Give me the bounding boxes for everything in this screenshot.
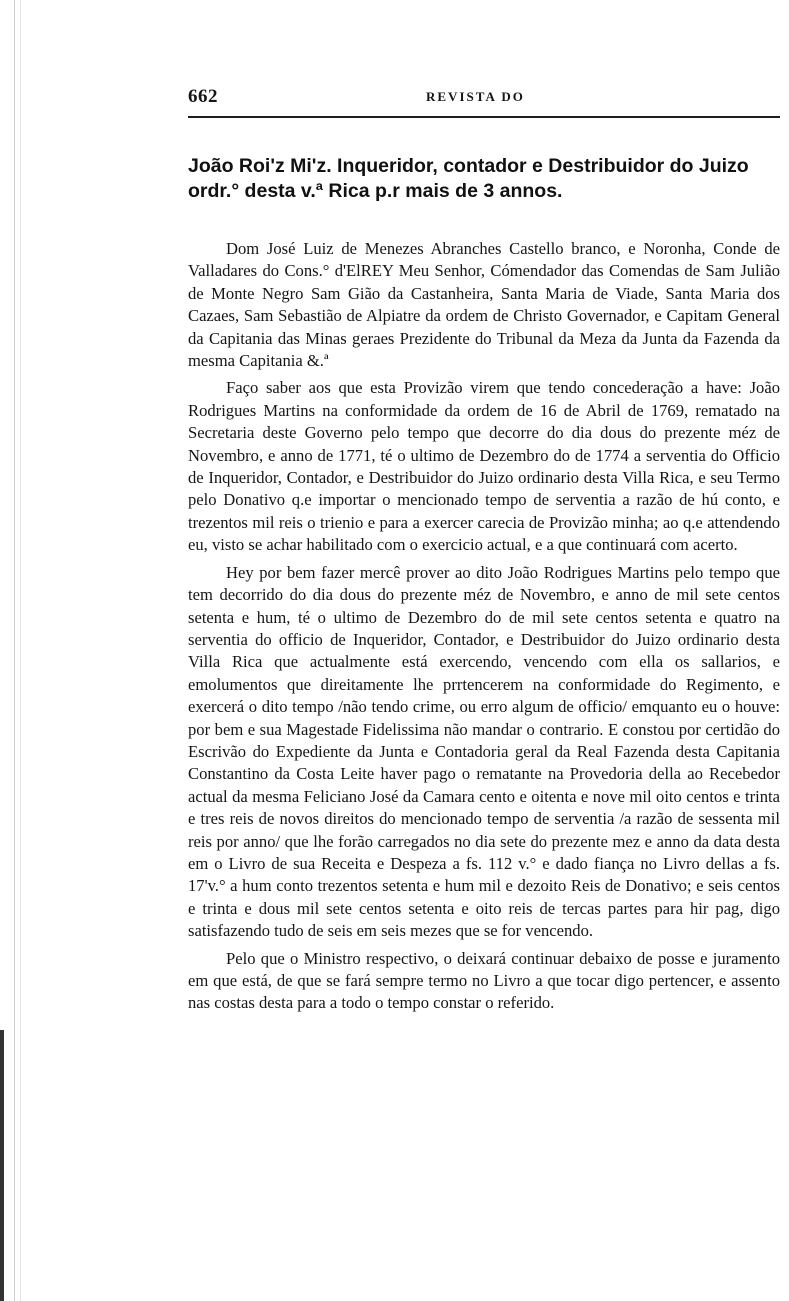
paragraph: Faço saber aos que esta Provizão virem que tendo concederação a have: João Rodrigues Martins na conformidade da ordem de 16 de Abril de 1769, rematado na Secretaria deste Governo pelo tempo que decorre do dia dous do prezente méz de Novembro, e anno de 1771, té o ultimo de Dezembro do de 1774 a serventia do Officio de Inqueridor, Contador, e Destribuidor do Juizo ordinario desta Villa Rica, e seu Termo pelo Donativo q.e importar o mencionado tempo de serventia a razão de hú conto, e trezentos mil reis o trienio e para a exercer carecia de Provizão minha; ao q.e attendendo eu, visto se achar habilitado com o exercicio actual, e a que continuará com acerto.	[188, 378, 780, 555]
running-title: REVISTA DO	[426, 89, 525, 104]
page-edge-line	[14, 0, 15, 1301]
paragraph: Dom José Luiz de Menezes Abranches Castello branco, e Noronha, Conde de Valladares do Cons.° d'ElREY Meu Senhor, Cómendador das Comendas de Sam Julião de Monte Negro Sam Gião da Castanheira, Santa Maria de Viade, Santa Maria dos Cazaes, Sam Sebastião de Alpiatre da ordem de Christo Governador, e Capitam General da Capitania das Minas geraes Prezidente do Tribunal da Meza da Junta da Fazenda da mesma Capitania &.ª	[188, 239, 780, 371]
document-page	[188, 86, 780, 1020]
running-header	[188, 86, 780, 118]
paragraph: Pelo que o Ministro respectivo, o deixará continuar debaixo de posse e juramento em que está, de que se fará sempre termo no Livro a que tocar digo pertencer, e assento nas costas desta para a todo o tempo constar o referido.	[188, 948, 780, 1013]
title-line-1: João Roi'z Mi'z. Inqueridor, contador e Destribuidor do Juizo	[188, 155, 749, 177]
title-line-2: ordr.° desta v.ª Rica p.r mais de 3 annos.	[188, 180, 563, 202]
document-body	[188, 238, 780, 1015]
page-edge-line	[20, 0, 21, 1301]
page-number: 662	[188, 86, 218, 107]
page-edge-shadow	[0, 1030, 4, 1301]
document-title	[188, 154, 780, 204]
paragraph: Hey por bem fazer mercê prover ao dito João Rodrigues Martins pelo tempo que tem decorrido do dia dous do prezente méz de Novembro, e anno de mil sete centos setenta e hum, té o ultimo de Dezembro do de mil sete centos setenta e quatro na serventia do officio de Inqueridor, Contador, e Destribuidor do Juizo ordinario desta Villa Rica que actualmente está exercendo, vencendo com ella os sallarios, e emolumentos que direitamente lhe prrtencerem na conformidade do Regimento, e exercerá o dito tempo /não tendo crime, ou erro algum de officio/ emquanto eu o houve: por bem e sua Magestade Fidelissima não mandar o contrario. E constou por certidão do Escrivão do Expediente da Junta e Contadoria geral da Real Fazenda desta Capitania Constantino da Costa Leite haver pago o rematante na Provedoria della ao Recebedor actual da mesma Feliciano José da Camara cento e oitenta e nove mil oito centos e trinta e tres reis de novos direitos do mencionado tempo de serventia /a razão de sessenta mil reis por anno/ que lhe forão carregados no dia sete do prezente mez e anno da data desta em o Livro de sua Receita e Despeza a fs. 112 v.° e dado fiança no Livro dellas a fs. 17'v.° a hum conto trezentos setenta e hum mil e dezoito Reis de Donativo; e seis centos e trinta e dous mil sete centos setenta e oito reis de tercas partes para hir pag, digo satisfazendo tudo de seis em seis mezes que se for vencendo.	[188, 562, 780, 941]
